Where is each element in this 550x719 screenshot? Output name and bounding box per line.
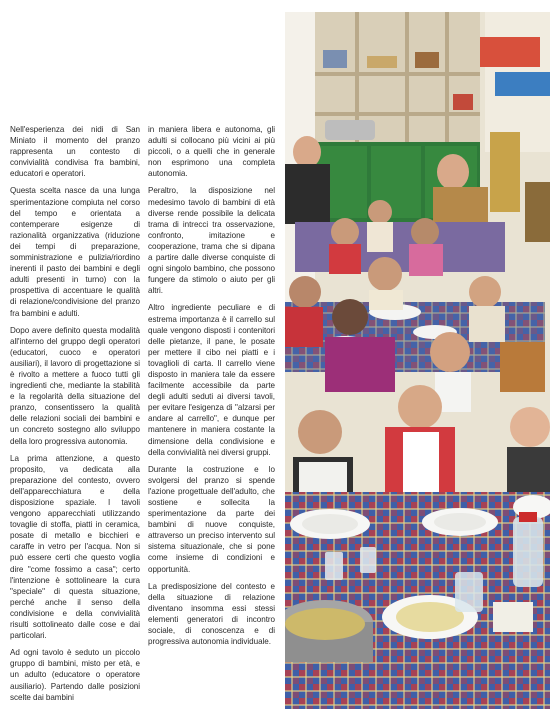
text-column-left (10, 124, 140, 703)
children-lunch-photo (285, 12, 550, 709)
paragraph: Peraltro, la disposizione nel medesimo tavolo di bambini di età diverse rende possibile la delicata trama di intrecci tra osservazione, confronto, imitazione e cooperazione, trama che si dipana a partire dalle diverse conquiste di ogni singolo bambino, che possono fungere da stimolo o aiuto per gli altri. (148, 186, 275, 296)
paragraph: Ad ogni tavolo è seduto un piccolo gruppo di bambini, misto per età, e un adulto (educatore o operatore ausiliario). Partendo dalle posizioni scelte dai bambini (10, 648, 140, 702)
paragraph: La prima attenzione, a questo proposito, va dedicata alla preparazione del contesto, ovvero dell'apparecchiatura e della disposizione spaziale. I tavoli vengono apparecchiati utilizzando tovaglie di stoffa, piatti in ceramica, posate di metallo e bicchieri e caraffe in vetro per l'acqua. Non si può essere certi che questo voglia dire "come fossimo a casa"; certo l'intenzione è sottolineare la cura "speciale" di questa situazione, perché anche il senso della condivisione e della convivialità risulti sottolineato dalle cose e dai particolari. (10, 453, 140, 641)
photo-illustration (285, 12, 550, 709)
paragraph: Questa scelta nasce da una lunga sperimentazione compiuta nel corso del tempo e orientata a contemperare esigenze di razionalità organizzativa (riduzione dei tempi di preparazione, somministrazione e pulizia/riordino inerenti il pasto dei bambini e degli adulti presenti in turno) con la prospettiva di accentuare le qualità di relazione/condivisione del pranzo fra bambini e adulti. (10, 186, 140, 318)
paragraph: Altro ingrediente peculiare e di estrema importanza è il carrello sul quale vengono disposti i contenitori delle pietanze, il pane, le posate per mettere il cibo nei piatti e i tovaglioli di carta. Il carrello viene disposto in maniera tale da essere facilmente accessibile da parte degli adulti seduti ai diversi tavoli, per evitare l'esigenza di "alzarsi per andare al carrello", e dunque per mantenere in maniera costante la dimensione della condivisione e della convivialità nei diversi gruppi. (148, 303, 275, 457)
text-column-right (148, 124, 275, 653)
paragraph: Nell'esperienza dei nidi di San Miniato il momento del pranzo rappresenta un contesto di convivialità condivisa fra bambini, educatori e operatori. (10, 125, 140, 179)
paragraph: Durante la costruzione e lo svolgersi del pranzo si spende l'azione progettuale dell'adulto, che sostiene e sollecita la sperimentazione da parte dei bambini di nuove conquiste, attraverso un preciso intervento sul sistema situazionale, che si pone come insieme di condizioni e opportunità. (148, 464, 275, 574)
paragraph: La predisposizione del contesto e della situazione di relazione diventano insomma essi stessi elementi generatori di incontro sociale, di conoscenza e di progressiva autonomia individuale. (148, 581, 275, 647)
paragraph: in maniera libera e autonoma, gli adulti si collocano più vicini ai più piccoli, o a quelli che in generale non esprimono una completa autonomia. (148, 125, 275, 179)
paragraph: Dopo avere definito questa modalità all'interno del gruppo degli operatori (educatori, cuoco e operatori ausiliari), il lavoro di progettazione si è rivolto a mettere a fuoco tutti gli ingredienti che, mediante la stabilità e la regolarità della situazione del pranzo, consentissero la qualità delle relazioni sociali dei bambini e un concreto sostegno allo sviluppo della loro progressiva autonomia. (10, 325, 140, 446)
